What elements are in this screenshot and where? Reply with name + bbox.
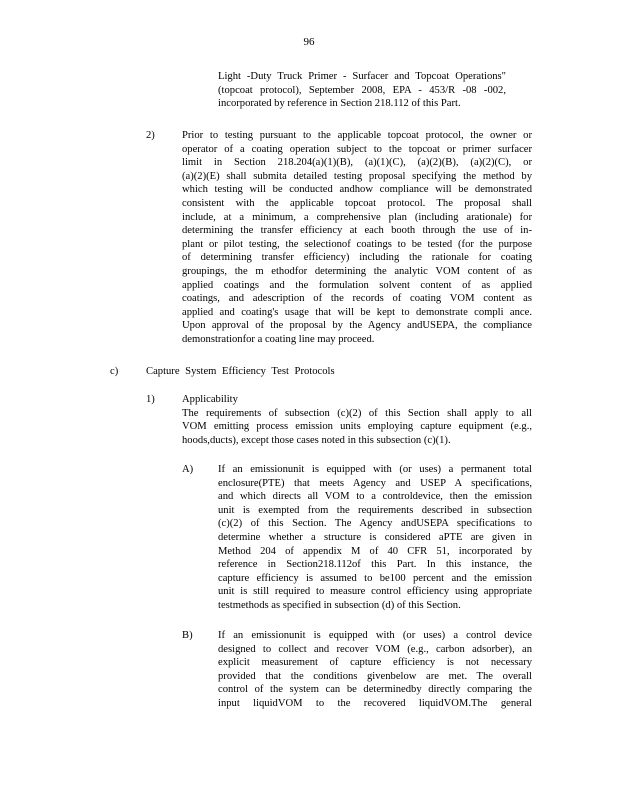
item-2-paragraph	[182, 129, 532, 347]
item-a-marker: A)	[182, 464, 194, 475]
text-line: unit is exempted from the requirements described in subsection	[218, 504, 532, 516]
text-line: consistent with the applicable topcoat protocol. The proposal shall	[182, 197, 532, 209]
text-line: control of the system can be determinedby directly comparing the	[218, 684, 532, 696]
text-line: demonstrationfor a coating line may proceed.	[182, 333, 375, 345]
text-line: incorporated by reference in Section 218.112 of this Part.	[218, 98, 461, 110]
text-line: (topcoat protocol), September 2008, EPA - 453/R -08 -002,	[218, 84, 506, 96]
text-line: applied and coating's usage that will be kept to demonstrate compli ance.	[182, 306, 532, 318]
text-line: Light -Duty Truck Primer - Surfacer and Topcoat Operations"	[218, 71, 506, 82]
text-line: The requirements of subsection (c)(2) of this Section shall apply to all	[182, 407, 532, 419]
text-line: determine whether a structure is considered aPTE are given in	[218, 531, 532, 543]
text-line: testmethods as specified in subsection (d) of this Section.	[218, 599, 461, 611]
item-a-paragraph	[218, 463, 532, 613]
item-c1-paragraph	[182, 393, 532, 447]
item-c1-marker: 1)	[146, 394, 155, 405]
text-line: Upon approval of the proposal by the Agency andUSEPA, the compliance	[182, 320, 532, 332]
text-line: operator of a coating operation subject to the topcoat or primer surfacer	[182, 143, 532, 155]
item-b-paragraph	[218, 629, 532, 711]
section-c-heading: Capture System Efficiency Test Protocols	[146, 366, 335, 377]
text-line: coatings, and adescription of the records of coating VOM content as	[182, 293, 532, 305]
page-number: 96	[303, 36, 315, 48]
text-line: If an emissionunit is equipped with (or uses) a control device	[218, 630, 532, 641]
text-line: determining the transfer efficiency at each booth through the use of in-	[182, 225, 532, 237]
text-line: include, at a minimum, a comprehensive plan (including arationale) for	[182, 211, 532, 223]
text-line: reference in Section218.112of this Part. In this instance, the	[218, 559, 532, 571]
item-2-marker: 2)	[146, 130, 155, 141]
text-line: input liquidVOM to the recovered liquidVOM.The general	[218, 697, 532, 709]
text-line: limit in Section 218.204(a)(1)(B), (a)(1)(C), (a)(2)(B), (a)(2)(C), or	[182, 157, 532, 169]
text-line: Method 204 of appendix M of 40 CFR 51, incorporated by	[218, 545, 532, 557]
text-line: Prior to testing pursuant to the applicable topcoat protocol, the owner or	[182, 130, 532, 141]
text-line: of determining transfer efficiency) including the rationale for coating	[182, 252, 532, 264]
text-line: which testing will be conducted andhow compliance will be demonstrated	[182, 184, 532, 196]
intro-fragment	[218, 70, 506, 111]
text-line: If an emissionunit is equipped with (or uses) a permanent total	[218, 464, 532, 475]
text-line: and which directs all VOM to a controldevice, then the emission	[218, 491, 532, 503]
text-line: plant or pilot testing, the selectionof coatings to be tested (for the purpose	[182, 238, 532, 250]
section-c-marker: c)	[110, 366, 119, 377]
text-line: capture efficiency is assumed to be100 percent and the emission	[218, 572, 532, 584]
text-line: explicit measurement of capture efficiency is not necessary	[218, 657, 532, 669]
text-line: (a)(2)(E) shall submita detailed testing proposal specifying the method by	[182, 170, 532, 182]
text-line: (c)(2) of this Section. The Agency andUSEPA specifications to	[218, 518, 532, 530]
text-line: provided that the conditions givenbelow are met. The overall	[218, 670, 532, 682]
text-line: enclosure(PTE) that meets Agency and USEP A specifications,	[218, 477, 532, 489]
text-line: designed to collect and recover VOM (e.g., carbon adsorber), an	[218, 643, 532, 655]
text-line: applied coatings and the formulation solvent content of as applied	[182, 279, 532, 291]
text-line: VOM emitting process emission units employing capture equipment (e.g.,	[182, 421, 532, 433]
text-line: groupings, the m ethodfor determining the analytic VOM content of as	[182, 265, 532, 277]
text-line: hoods,ducts), except those cases noted in this subsection (c)(1).	[182, 434, 451, 446]
item-c1-heading: Applicability	[182, 394, 238, 405]
item-b-marker: B)	[182, 630, 193, 641]
text-line: unit is still required to measure control efficiency using appropriate	[218, 586, 532, 598]
